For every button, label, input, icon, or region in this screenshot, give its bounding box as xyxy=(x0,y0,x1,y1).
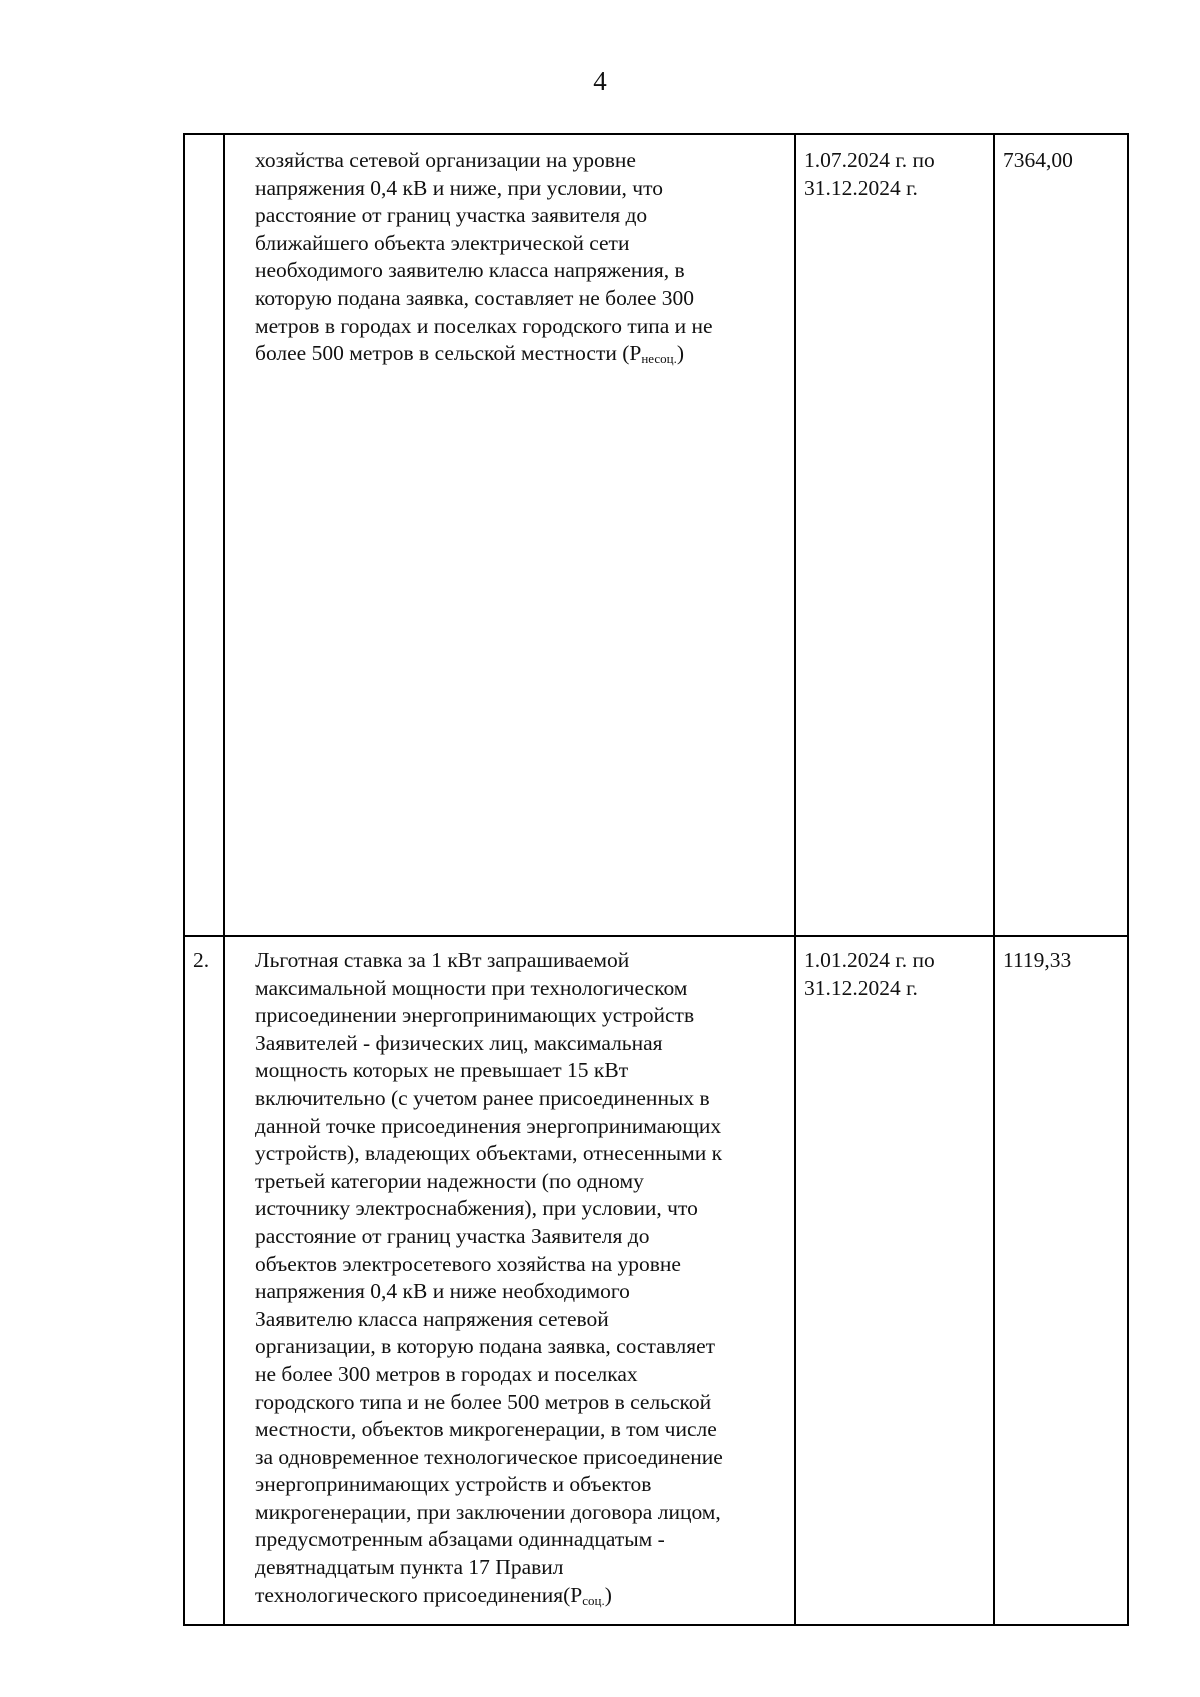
row-1-description-tail: ) xyxy=(676,341,685,366)
row-2-description-subscript: соц. xyxy=(582,1592,605,1608)
row-1-value: 7364,00 xyxy=(1003,148,1073,172)
row-1-description xyxy=(255,147,795,373)
row-2-description-tail: ) xyxy=(604,1582,612,1607)
row-2-value: 1119,33 xyxy=(1003,948,1072,972)
column-divider xyxy=(993,133,995,1626)
row-2-number: 2. xyxy=(193,948,210,972)
tariff-table xyxy=(183,133,1129,1626)
page-number: 4 xyxy=(593,66,607,96)
column-divider xyxy=(223,133,225,1626)
row-1-period: 1.07.2024 г. по 31.12.2024 г. xyxy=(804,148,935,200)
row-1-description-text: хозяйства сетевой организации на уровне напряжения 0,4 кВ и ниже, при условии, что расстояние от границ участка заявителя до ближайшего объекта электрической сети необходимого заявителю класса напряжения, в которую подана заявка, составляет не более 300 метров в городах и поселках городского типа и не более 500 метров в сельской местности (Р xyxy=(255,148,713,366)
row-2-period: 1.01.2024 г. по 31.12.2024 г. xyxy=(804,948,935,1000)
row-1-description-subscript: несоц. xyxy=(641,351,677,367)
row-2-description xyxy=(255,947,795,1614)
row-2-description-text: Льготная ставка за 1 кВт запрашиваемой максимальной мощности при технологическом присоединении энергопринимающих устройств Заявителей - физических лиц, максимальная мощность которых не превышает 15 кВт включительно (с учетом ранее присоединенных в данной точке присоединения энергопринимающих устройств), владеющих объектами, отнесенными к третьей категории надежности (по одному источнику электроснабжения), при условии, что расстояние от границ участка Заявителя до объектов электросетевого хозяйства на уровне напряжения 0,4 кВ и ниже необходимого Заявителю класса напряжения сетевой организации, в которую подана заявка, составляет не более 300 метров в городах и поселках городского типа и не более 500 метров в сельской местности, объектов микрогенерации, в том числе за одновременное технологическое присоединение энергопринимающих устройств и объектов микрогенерации, при заключении договора лицом, предусмотренным абзацами одиннадцатым - девятнадцатым пункта 17 Правил технологического присоединения(Р xyxy=(255,948,723,1607)
row-divider xyxy=(183,935,1129,937)
